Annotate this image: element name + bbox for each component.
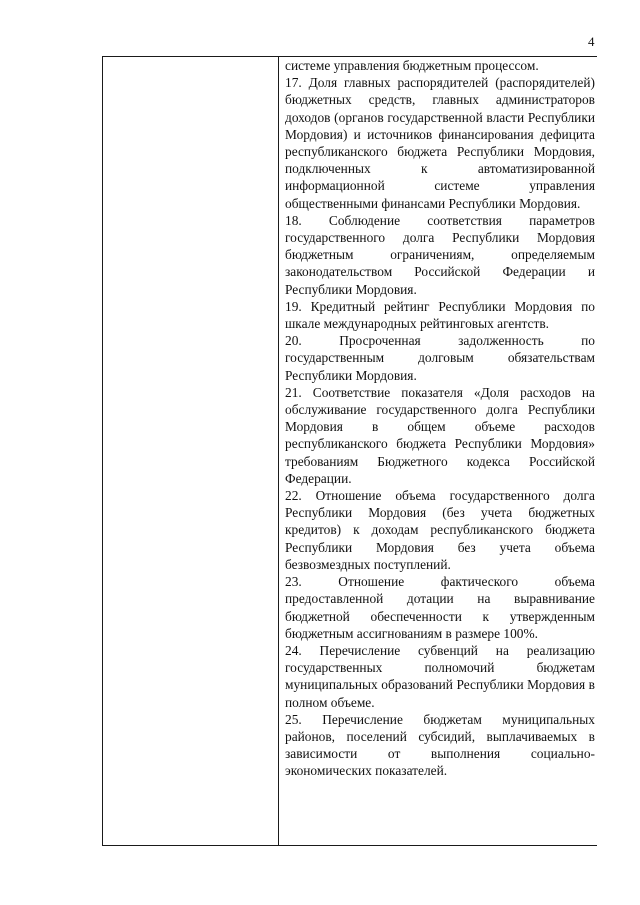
indicators-cell: [285, 57, 595, 780]
paragraph-18: 18. Соблюдение соответствия параметров государственного долга Республики Мордовия бюджетным ограничениям, определяемым законодательством Российской Федерации и Республики Мордовия.: [285, 212, 595, 297]
paragraph-23: 23. Отношение фактического объема предоставленной дотации на выравнивание бюджетной обеспеченности к утвержденным бюджетным ассигнованиям в размере 100%.: [285, 574, 595, 641]
column-divider: [278, 56, 279, 846]
paragraph-24: 24. Перечисление субвенций на реализацию государственных полномочий бюджетам муниципальных образований Республики Мордовия в полном объеме.: [285, 642, 595, 710]
paragraph-17: 17. Доля главных распорядителей (распорядителей) бюджетных средств, главных администраторов доходов (органов государственной власти Республики Мордовия) и источников финансирования дефицита республиканского бюджета Республики Мордовия, подключенных к автоматизированной информационной системе управления общественными финансами Республики Мордовия.: [285, 75, 595, 211]
paragraph-25: 25. Перечисление бюджетам муниципальных районов, поселений субсидий, выплачиваемых в зависимости от выполнения социально-экономических показателей.: [285, 711, 595, 779]
paragraph-21: 21. Соответствие показателя «Доля расходов на обслуживание государственного долга Республики Мордовия в общем объеме расходов республиканского бюджета Республики Мордовия» требованиям Бюджетного кодекса Российской Федерации.: [285, 384, 595, 486]
paragraph-20: 20. Просроченная задолженность по государственным долговым обязательствам Республики Мордовия.: [285, 333, 595, 383]
page-number: 4: [588, 34, 595, 49]
paragraph-19: 19. Кредитный рейтинг Республики Мордовия по шкале международных рейтинговых агентств.: [285, 298, 595, 332]
paragraph-continuation: системе управления бюджетным процессом.: [285, 58, 539, 73]
paragraph-22: 22. Отношение объема государственного долга Республики Мордовия (без учета бюджетных кредитов) к доходам республиканского бюджета Республики Мордовия без учета объема безвозмездных поступлений.: [285, 488, 595, 572]
